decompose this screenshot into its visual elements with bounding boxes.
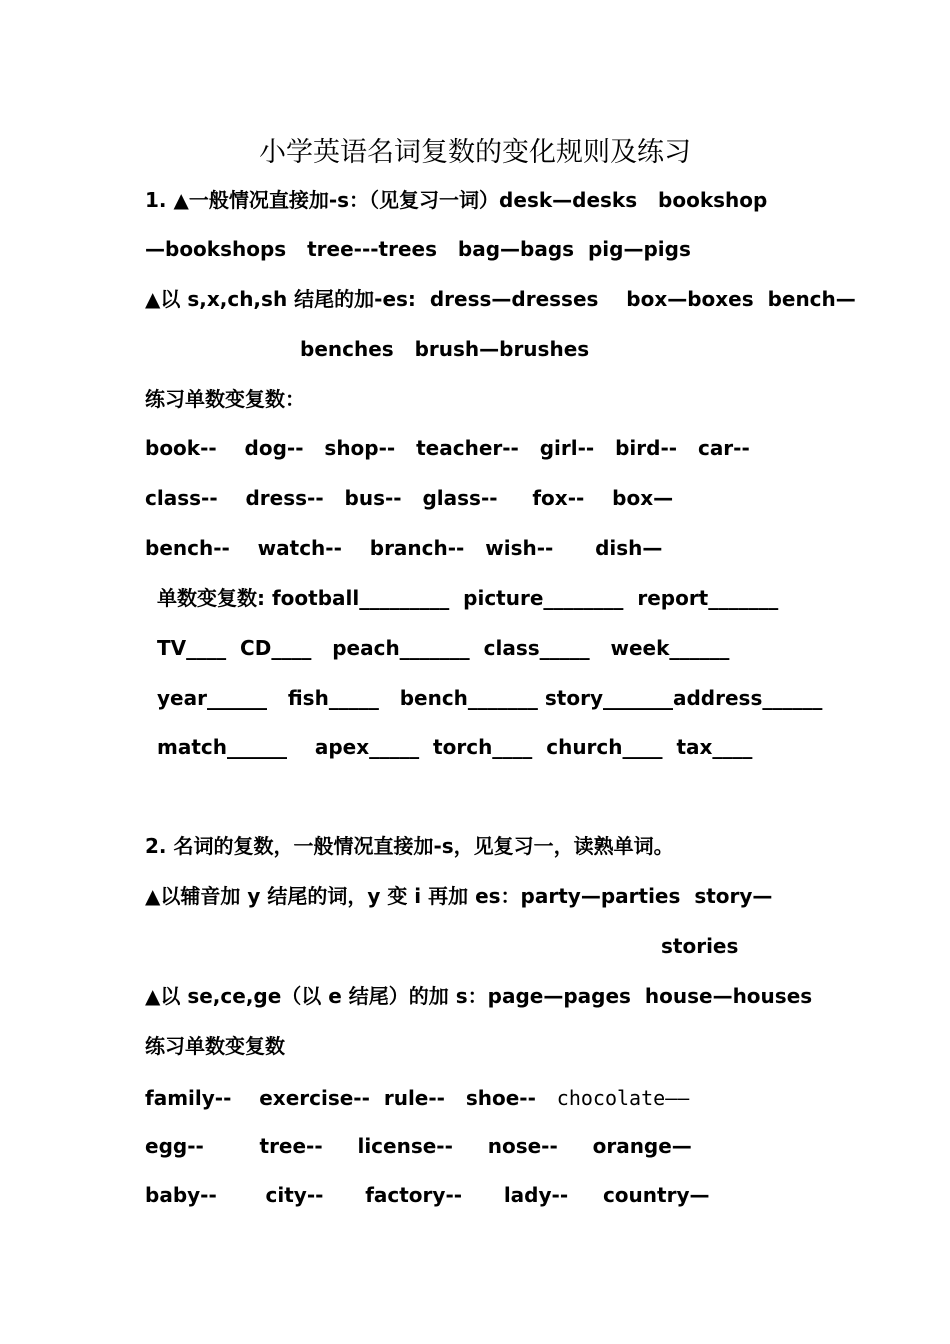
chocolate-word: chocolate—— [556,1086,690,1110]
rule-y-line-2: stories [661,934,739,958]
exercise-heading-1: 练习单数变复数： [145,387,305,411]
rule-e-line: ▲以 se,ce,ge（以 e 结尾）的加 s：page—pages house—houses [145,984,813,1008]
exercise-2-row-1 [145,1088,689,1108]
rule-2-line-1: 2. 名词的复数，一般情况直接加-s，见复习一，读熟单词。 [145,834,674,858]
fill-blank-row-2: TV____ CD____ peach_______ class_____ week______ [157,636,730,660]
exercise-2-row-1-text: family-- exercise-- rule-- shoe-- [145,1086,557,1110]
exercise-1-row-1: book-- dog-- shop-- teacher-- girl-- bird-- car-- [145,436,750,460]
rule-es-line-2: benches brush—brushes [300,337,590,361]
page-title: 小学英语名词复数的变化规则及练习 [259,137,691,168]
rule-1-line-1: 1. ▲一般情况直接加-s：（见复习一词）desk—desks bookshop [145,188,768,212]
fill-blank-row-3: year______ fish_____ bench_______ story_______address______ [157,686,823,710]
fill-blank-row-1: 单数变复数: football_________ picture________ report_______ [157,586,779,610]
exercise-heading-2: 练习单数变复数 [145,1034,285,1058]
fill-blank-row-4: match______ apex_____ torch____ church____ tax____ [157,735,753,759]
exercise-2-row-2: egg-- tree-- license-- nose-- orange— [145,1134,692,1158]
rule-y-line-1: ▲以辅音加 y 结尾的词，y 变 i 再加 es：party—parties story— [145,884,773,908]
exercise-1-row-3: bench-- watch-- branch-- wish-- dish— [145,536,663,560]
rule-es-line-1: ▲以 s,x,ch,sh 结尾的加-es: dress—dresses box—boxes bench— [145,287,856,311]
exercise-1-row-2: class-- dress-- bus-- glass-- fox-- box— [145,486,674,510]
rule-1-line-2: —bookshops tree---trees bag—bags pig—pigs [145,237,691,261]
exercise-2-row-3: baby-- city-- factory-- lady-- country— [145,1183,710,1207]
